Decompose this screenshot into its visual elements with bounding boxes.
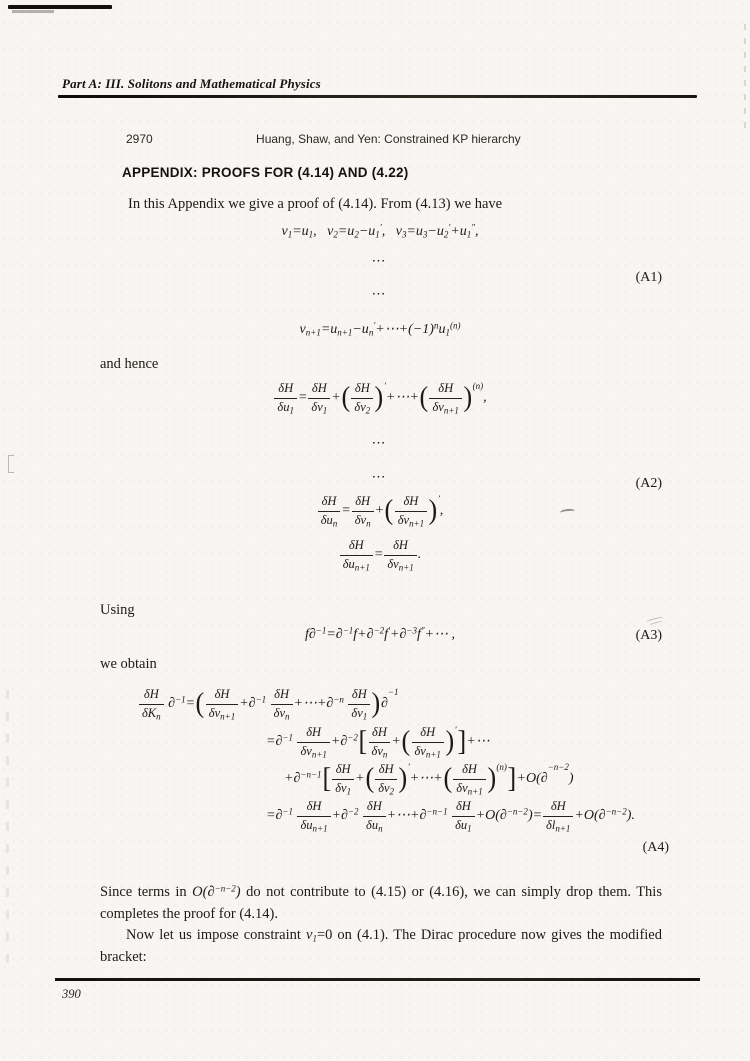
- equation-a4-row: δH $\delta K_n$ ∂$^{-1}$=( δH $\delta v_{n+1}$ +∂$^{-1}$ δH $\delta v_n$ +⋯+∂$^{-n}$ $\frac{\delta H}{\delta v_1}$ )∂$^{-1}$: [138, 688, 675, 720]
- equation-label-a3: (A3): [635, 628, 662, 643]
- scan-artifact-top-bar: [8, 5, 112, 9]
- equation-a2-row: δH $\delta u_{n+1}$ = δH $\delta v_{n+1}$ .: [100, 539, 660, 571]
- text-we-obtain: we obtain: [100, 656, 157, 672]
- equation-a4-row: +∂$^{-n-1}$[ $\frac{\delta H}{\delta v_1}$ +( $\frac{\delta H}{\delta v_2}$ )′+⋯+( δH $\delta v_{n+1}$ )$^{(n)}$]+O(∂$^{-n-2}$): [284, 762, 574, 796]
- scan-artifact-left-edge: [6, 690, 9, 970]
- equation-a3-row: f∂$^{-1}$=∂$^{-1}$f+∂$^{-2}$f′+∂$^{-3}$f″+⋯ ,: [304, 625, 456, 642]
- equation-block-a2: [100, 382, 660, 571]
- footer-rule: [55, 978, 700, 981]
- closing-paragraphs: [100, 882, 662, 968]
- journal-line: [126, 132, 521, 146]
- equation-a1-dots: ⋯: [371, 254, 389, 269]
- equation-a2-row: $\frac{\delta H}{\delta u_1}$ = $\frac{\delta H}{\delta v_1}$ +( $\frac{\delta H}{\delta v_2}$ )′+⋯+( δH $\delta v_{n+1}$ )$^{(n)}$,: [100, 382, 660, 414]
- equation-a2-dots: ⋯: [371, 470, 389, 485]
- paragraph-since-terms: Since terms in O(∂$^{-n-2}$) do not contribute to (4.15) or (4.16), we can simply drop them. This completes the proof for (4.14).: [100, 883, 662, 922]
- scan-artifact-left-mark: [8, 455, 14, 473]
- equation-block-a3: [100, 626, 660, 643]
- text-using: Using: [100, 602, 135, 618]
- equation-a1-dots: ⋯: [371, 287, 389, 302]
- running-head: Part A: III. Solitons and Mathematical Physics: [62, 76, 321, 91]
- equation-block-a4: [100, 688, 675, 856]
- equation-label-a2: (A2): [635, 476, 662, 491]
- equation-a2-dots: ⋯: [371, 436, 389, 451]
- equation-label-a1: (A1): [635, 270, 662, 285]
- appendix-heading: APPENDIX: PROOFS FOR (4.14) AND (4.22): [122, 165, 409, 180]
- paragraph-now-constraint: Now let us impose constraint $v_1=0$ on (4.1). The Dirac procedure now gives the modified bracket:: [100, 927, 662, 965]
- equation-a4-row: =∂$^{-1}$ δH $\delta v_{n+1}$ +∂$^{-2}$[ δH $\delta v_n$ +( δH $\delta v_{n+1}$ )′]+⋯: [266, 725, 490, 759]
- equation-a1-row: $v_{n+1}=u_{n+1}-u_n'+\cdots+(-1)^nu_1^{(n)}$: [299, 320, 461, 338]
- equation-a2-row: δH $\delta u_n$ = δH $\delta v_n$ +( δH $\delta v_{n+1}$ )′,: [100, 495, 660, 527]
- equation-a1-row: $v_1=u_1$, $v_2=u_2-u_1'$, $v_3=u_3-u_2'+u_1''$,: [281, 222, 479, 240]
- equation-a4-row: =∂$^{-1}$ δH $\delta u_{n+1}$ +∂$^{-2}$ δH $\delta u_n$ +⋯+∂$^{-n-1}$ $\frac{\delta H}{\delta u_1}$ +O(∂$^{-n-2}$)= $\frac{\delta H}{\delta l_{n+1}}$ +O(∂$^{-n-2}$).: [266, 799, 635, 833]
- page-number-top: 2970: [126, 132, 153, 146]
- equation-block-a1: [100, 222, 660, 340]
- scan-artifact-right-edge: [744, 24, 746, 134]
- header-rule: [58, 95, 697, 98]
- intro-paragraph: In this Appendix we give a proof of (4.14). From (4.13) we have: [128, 196, 503, 212]
- equation-label-a4: (A4): [642, 840, 669, 855]
- page-number-bottom: 390: [62, 987, 81, 1001]
- text-and-hence: and hence: [100, 356, 159, 372]
- running-title: Huang, Shaw, and Yen: Constrained KP hierarchy: [256, 132, 521, 146]
